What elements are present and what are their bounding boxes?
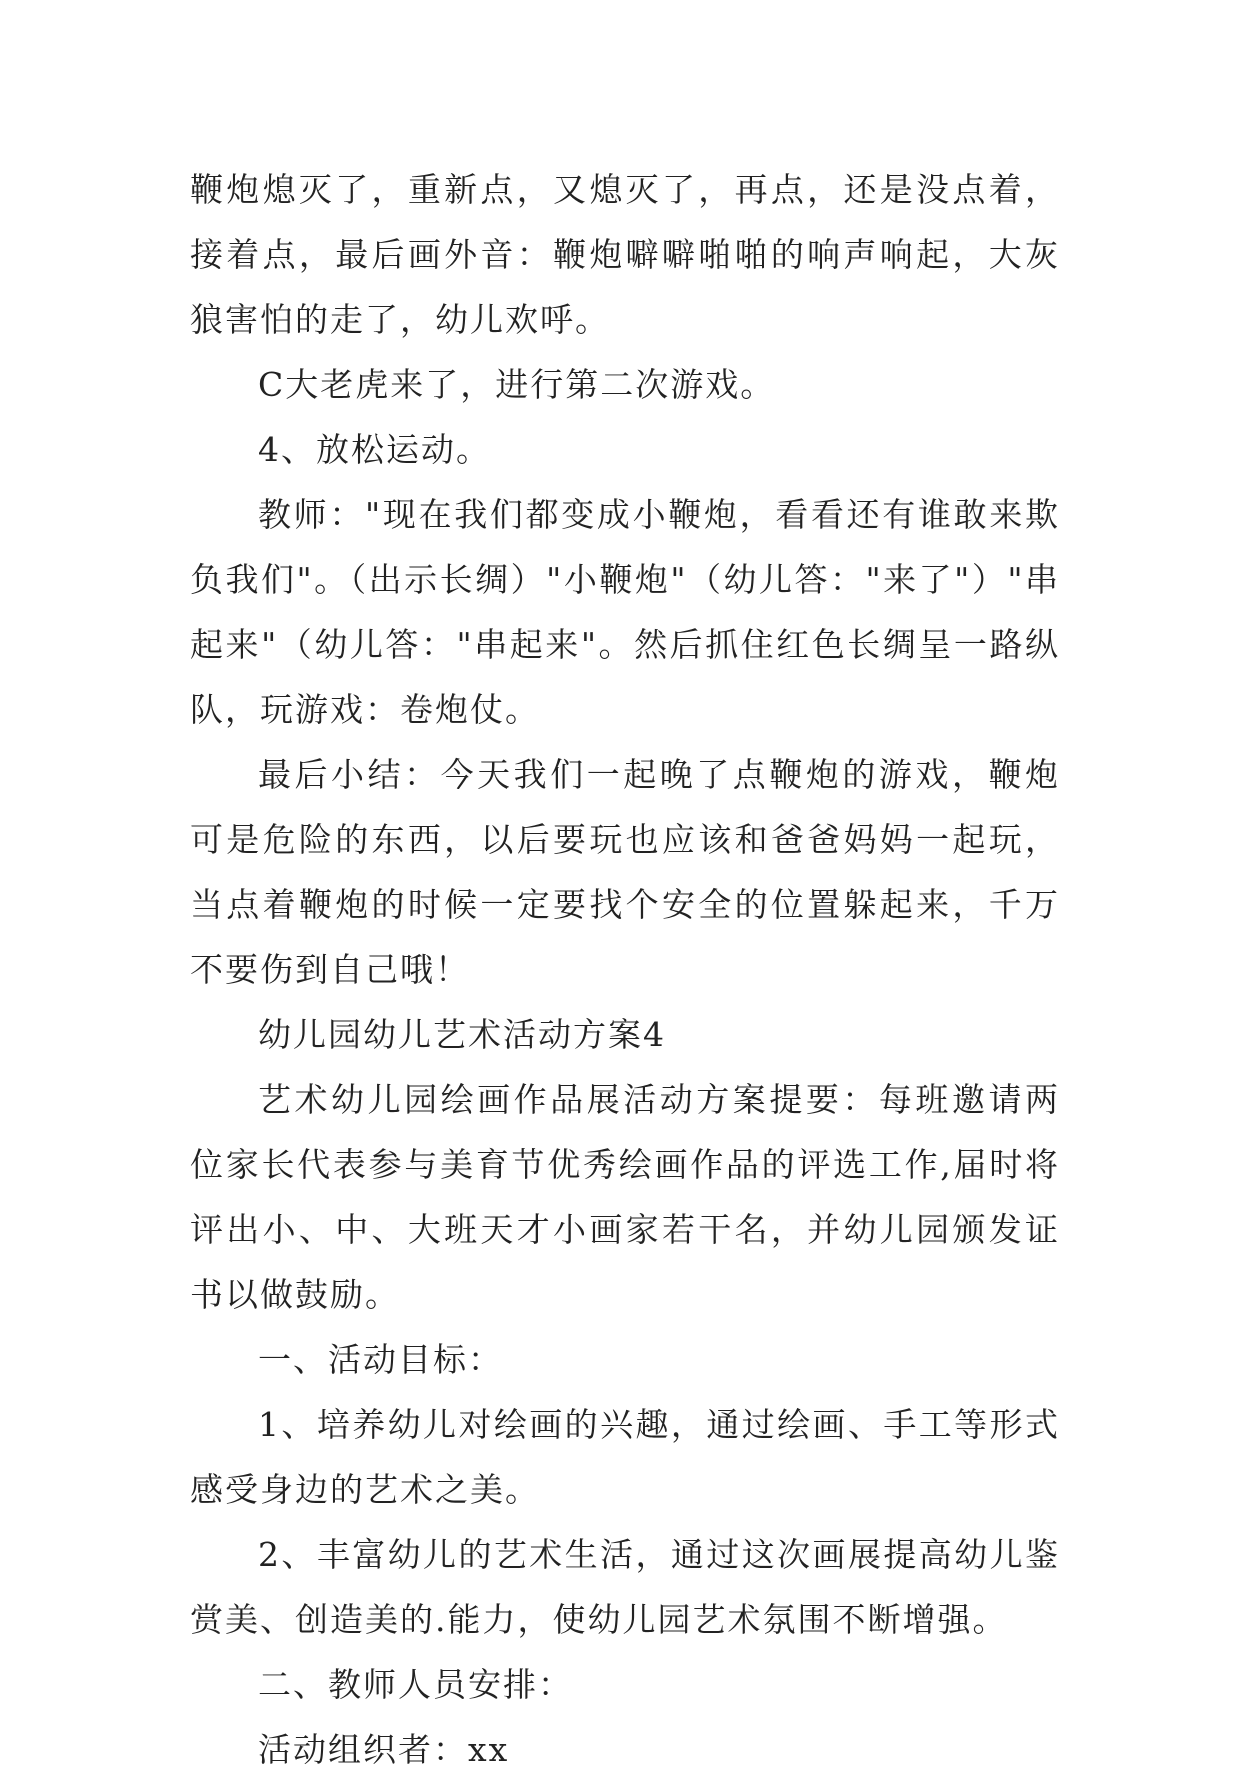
subsection-heading: 二、教师人员安排： bbox=[258, 1665, 573, 1704]
paragraph: 鞭炮熄灭了，重新点，又熄灭了，再点，还是没点着，接着点，最后画外音：鞭炮噼噼啪啪的响声响起，大灰狼害怕的走了，幼儿欢呼。 bbox=[190, 170, 1060, 339]
paragraph: 4、放松运动。 bbox=[258, 430, 491, 469]
section-heading: 幼儿园幼儿艺术活动方案4 bbox=[258, 1015, 666, 1054]
list-item: 2、丰富幼儿的艺术生活，通过这次画展提高幼儿鉴赏美、创造美的.能力，使幼儿园艺术氛围不断增强。 bbox=[190, 1535, 1060, 1639]
paragraph: C大老虎来了，进行第二次游戏。 bbox=[258, 365, 776, 404]
subsection-heading: 一、活动目标： bbox=[258, 1340, 503, 1379]
document-body bbox=[190, 157, 1060, 1782]
paragraph: 艺术幼儿园绘画作品展活动方案提要：每班邀请两位家长代表参与美育节优秀绘画作品的评选工作,届时将评出小、中、大班天才小画家若干名，并幼儿园颁发证书以做鼓励。 bbox=[190, 1080, 1060, 1314]
list-item: 1、培养幼儿对绘画的兴趣，通过绘画、手工等形式感受身边的艺术之美。 bbox=[190, 1405, 1060, 1509]
paragraph: 活动组织者：xx bbox=[258, 1730, 510, 1769]
paragraph: 最后小结：今天我们一起晚了点鞭炮的游戏，鞭炮可是危险的东西，以后要玩也应该和爸爸妈妈一起玩，当点着鞭炮的时候一定要找个安全的位置躲起来，千万不要伤到自己哦！ bbox=[190, 755, 1060, 989]
paragraph: 教师："现在我们都变成小鞭炮，看看还有谁敢来欺负我们"。（出示长绸）"小鞭炮"（幼儿答："来了"）"串起来"（幼儿答："串起来"。然后抓住红色长绸呈一路纵队，玩游戏：卷炮仗。 bbox=[190, 495, 1060, 729]
